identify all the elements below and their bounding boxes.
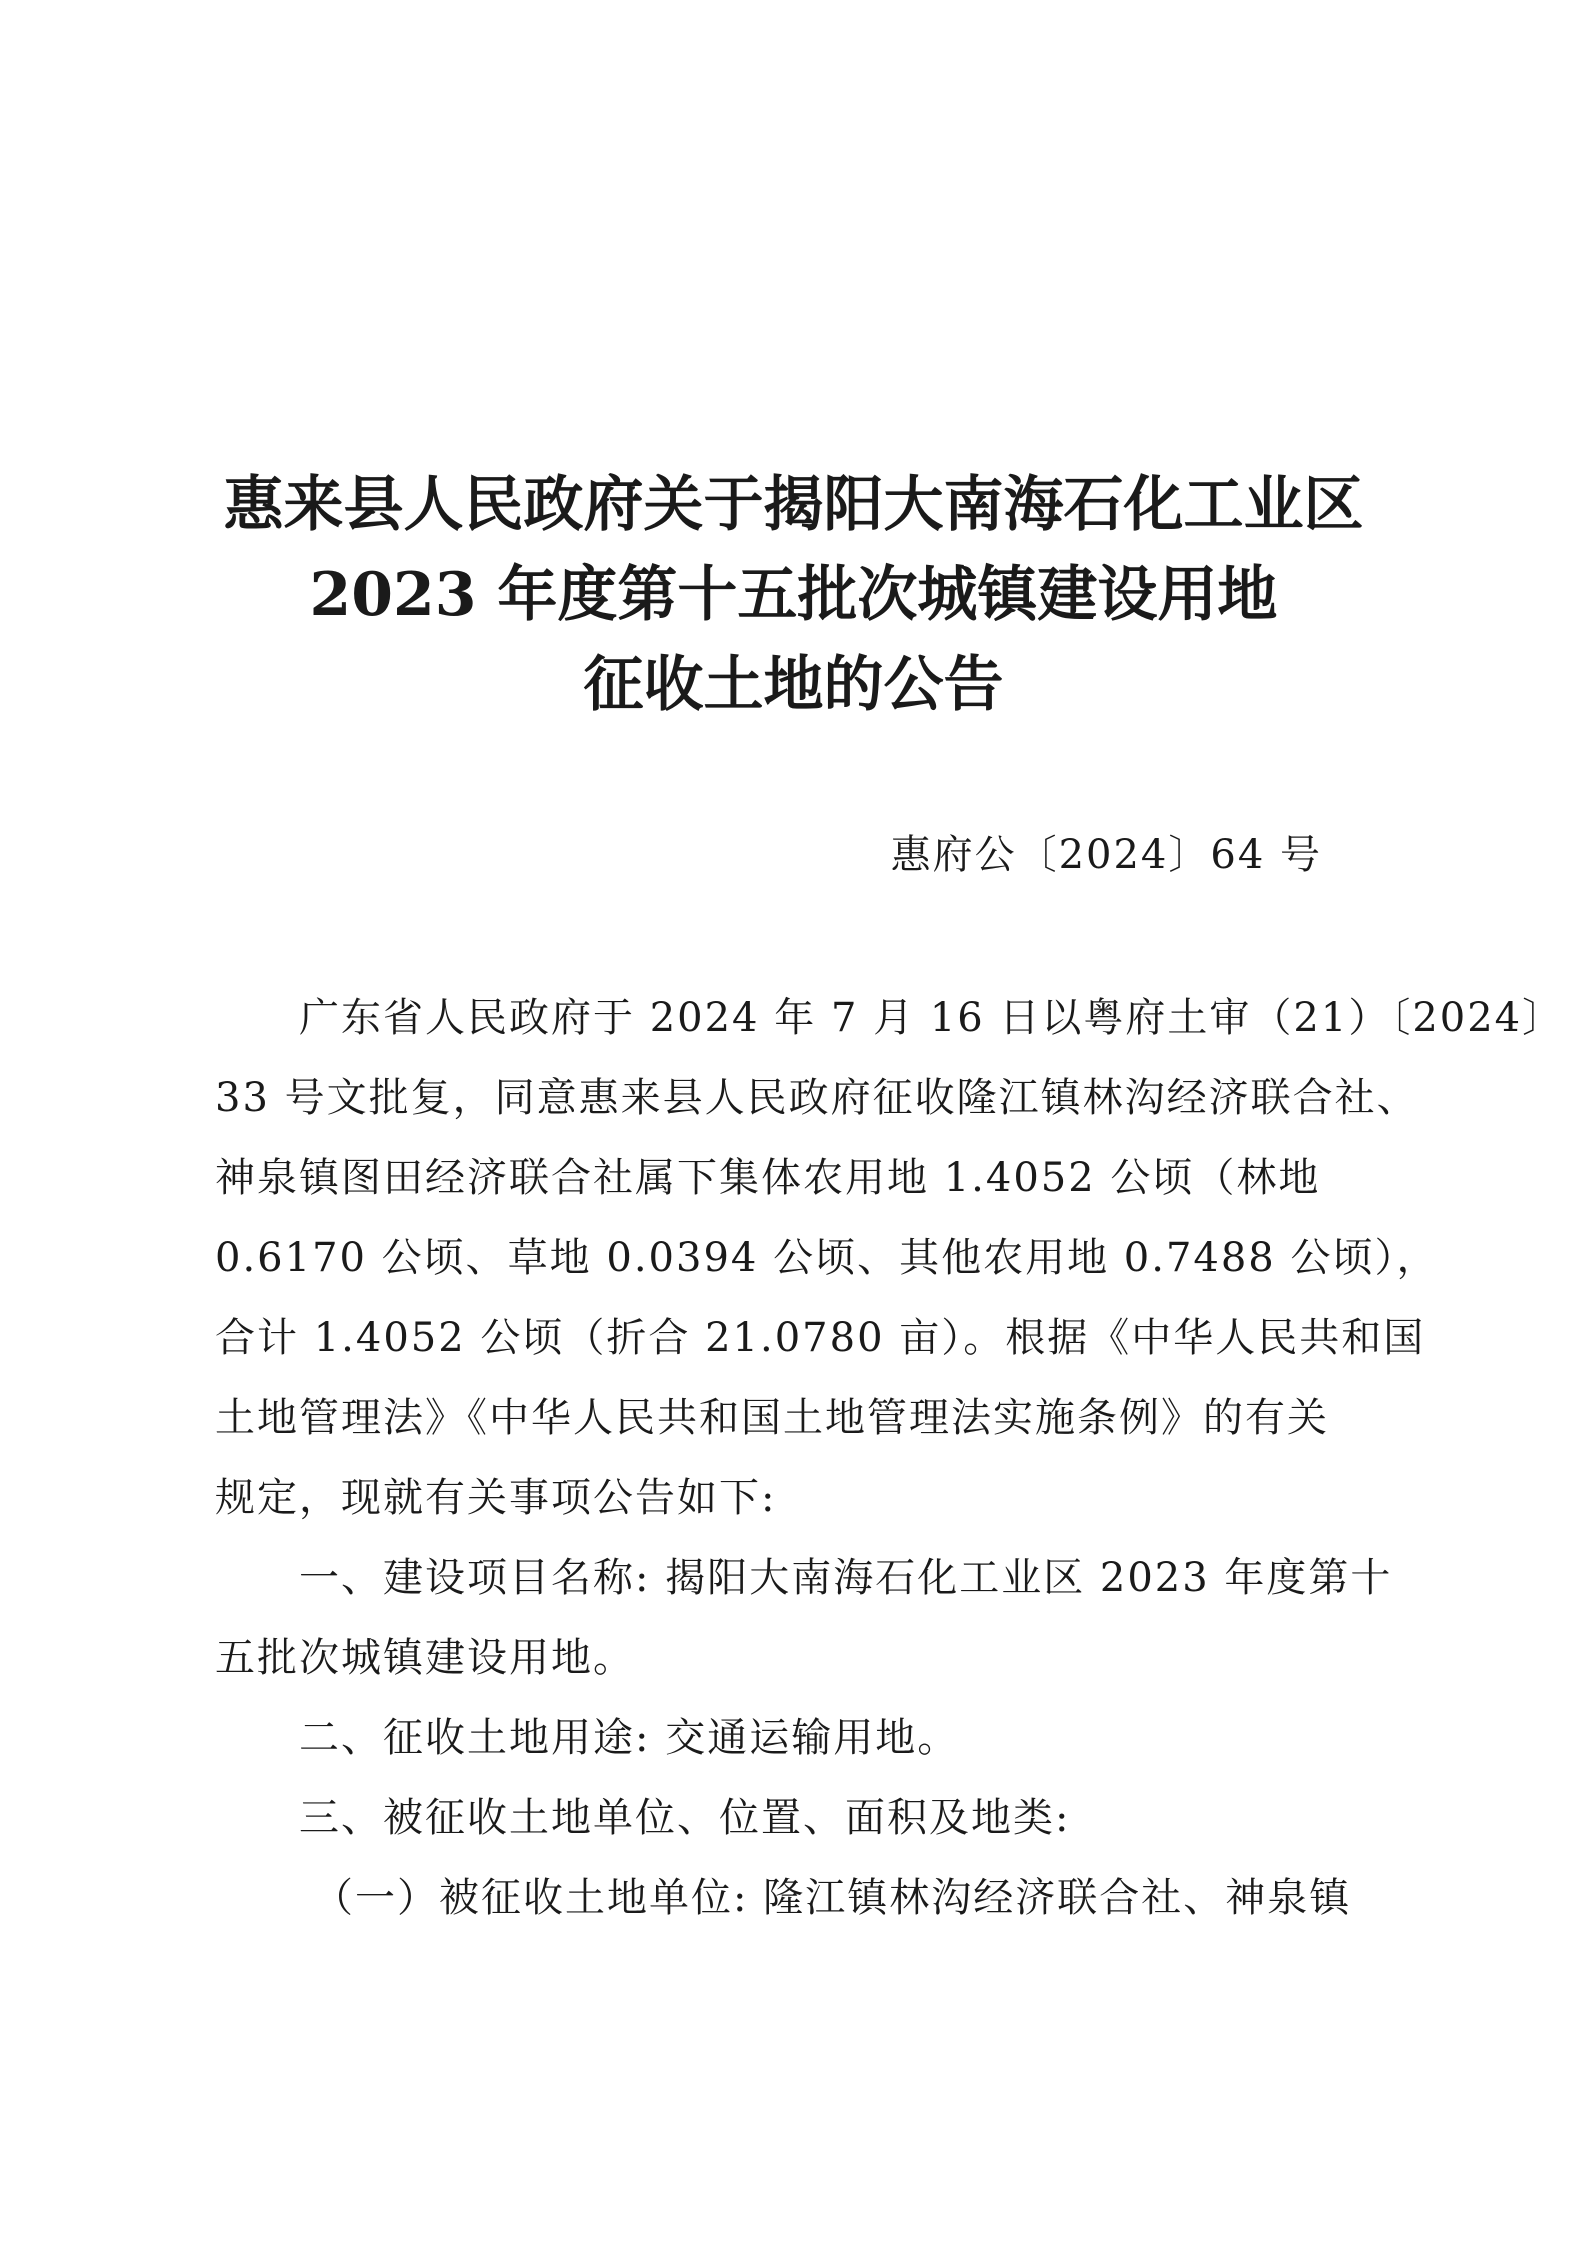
section-heading-land-units: 三、被征收土地单位、位置、面积及地类: (299, 1795, 1071, 1841)
title-line-3: 征收土地的公告 (583, 650, 1004, 720)
section-heading-land-use: 二、征收土地用途: 交通运输用地。 (299, 1715, 960, 1761)
body-line: 五批次城镇建设用地。 (215, 1635, 635, 1681)
document-number: 惠府公〔2024〕64 号 (890, 832, 1322, 878)
section-heading-project-name: 一、建设项目名称: 揭阳大南海石化工业区 2023 年度第十 (299, 1555, 1393, 1601)
body-line: 神泉镇图田经济联合社属下集体农用地 1.4052 公顷（林地 (215, 1155, 1321, 1201)
body-line: 规定，现就有关事项公告如下: (215, 1475, 777, 1521)
body-line: 0.6170 公顷、草地 0.0394 公顷、其他农用地 0.7488 公顷）， (215, 1235, 1439, 1281)
document-title (0, 460, 1587, 730)
body-line: 广东省人民政府于 2024 年 7 月 16 日以粤府土审（21）〔2024〕 (299, 995, 1565, 1041)
subsection-heading-units: （一）被征收土地单位: 隆江镇林沟经济联合社、神泉镇 (313, 1875, 1352, 1921)
body-line: 土地管理法》《中华人民共和国土地管理法实施条例》的有关 (215, 1395, 1329, 1441)
title-line-2: 2023 年度第十五批次城镇建设用地 (309, 560, 1278, 630)
body-line: 33 号文批复，同意惠来县人民政府征收隆江镇林沟经济联合社、 (215, 1075, 1419, 1121)
title-line-1: 惠来县人民政府关于揭阳大南海石化工业区 (223, 470, 1364, 540)
document-body (215, 978, 1565, 1938)
body-line: 合计 1.4052 公顷（折合 21.0780 亩）。根据《中华人民共和国 (215, 1315, 1426, 1361)
